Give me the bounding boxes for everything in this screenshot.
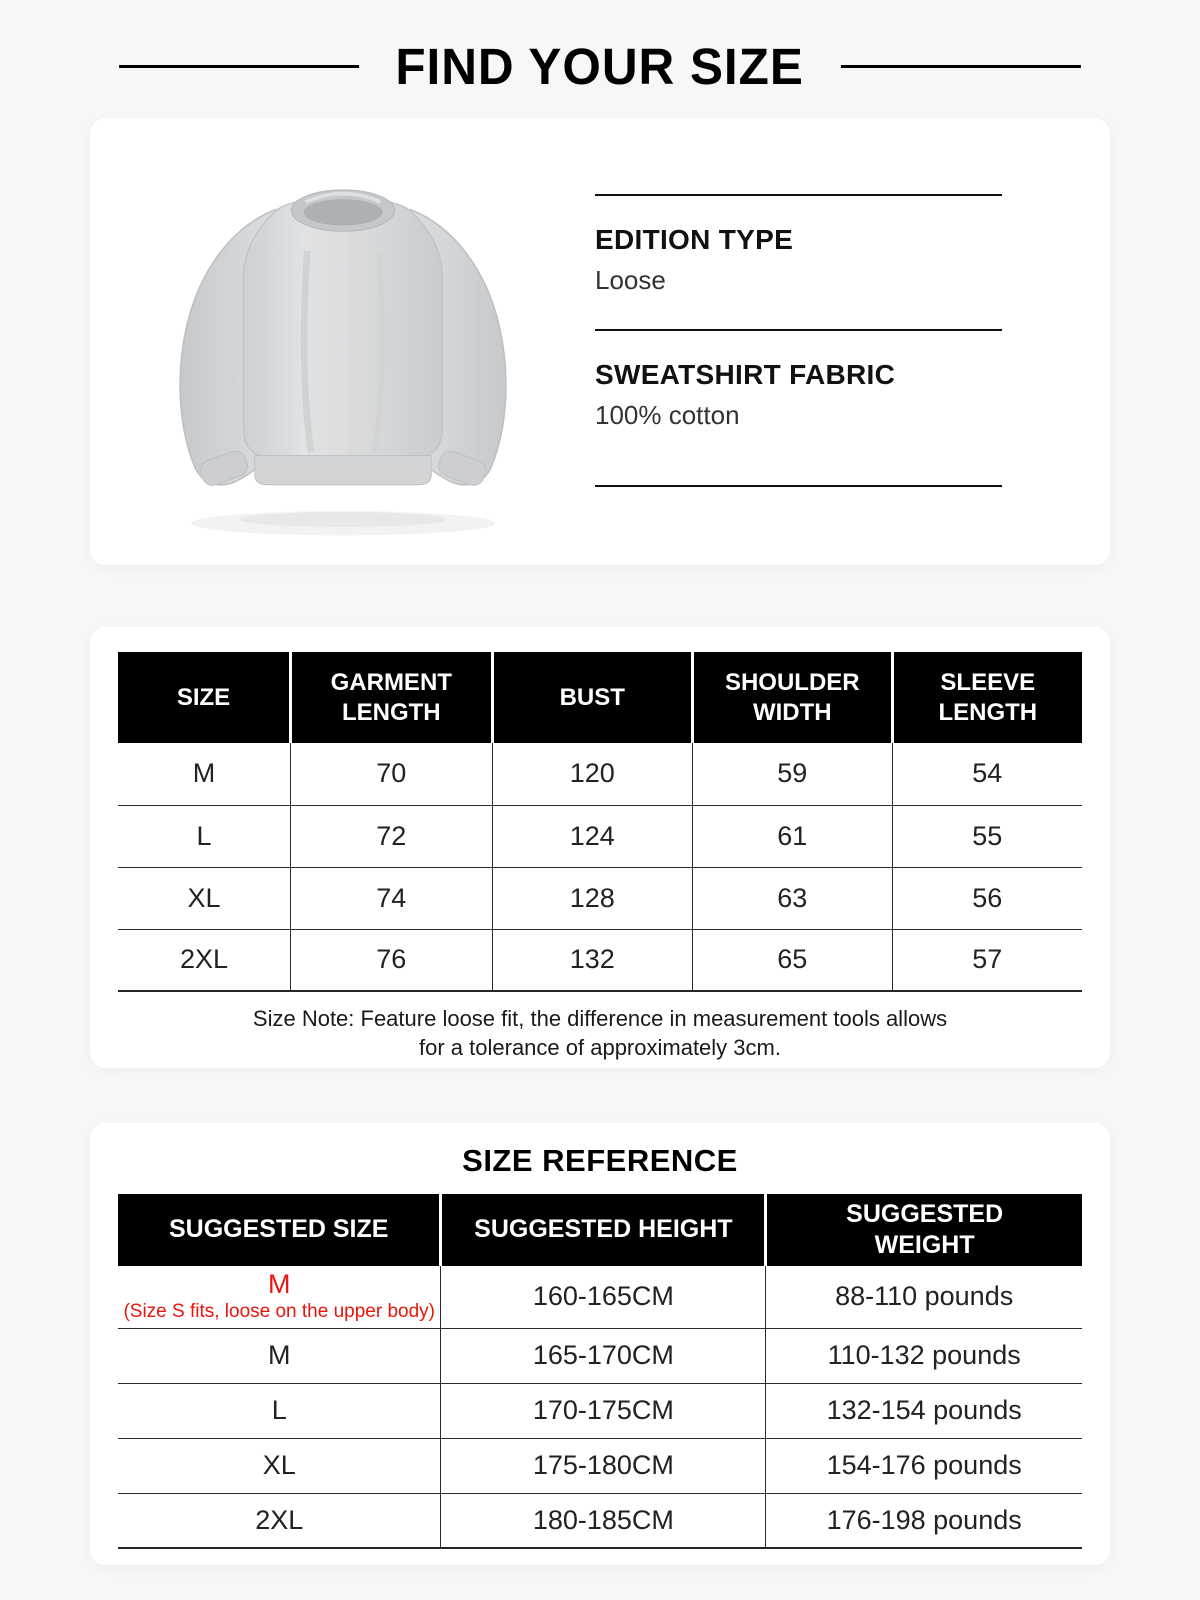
spec-value: Loose — [595, 265, 666, 295]
table-row-m — [118, 743, 1082, 805]
size-note — [118, 1004, 1082, 1062]
title-left-rule — [119, 65, 359, 68]
sweatshirt-illustration — [127, 140, 559, 544]
column-header-garment-length: GARMENT LENGTH — [291, 652, 492, 743]
suggested-size-cell: 2XL — [118, 1493, 441, 1548]
table-row-l — [118, 805, 1082, 867]
reference-row-m — [118, 1328, 1082, 1383]
column-header-size: SIZE — [118, 652, 291, 743]
sleeve-length-cell: 56 — [892, 867, 1082, 929]
suggested-size-cell: L — [118, 1383, 441, 1438]
suggested-size-note: (Size S fits, loose on the upper body) — [123, 1300, 435, 1322]
reference-row-m-small — [118, 1266, 1082, 1328]
size-cell: M — [192, 758, 216, 789]
suggested-height-cell: 180-185CM — [441, 1493, 766, 1548]
title-right-rule — [841, 65, 1081, 68]
bust-cell: 120 — [492, 743, 693, 805]
suggested-height-cell: 175-180CM — [441, 1438, 766, 1493]
reference-row-l — [118, 1383, 1082, 1438]
spec-label: SWEATSHIRT FABRIC — [595, 359, 896, 390]
size-note-line2: for a tolerance of approximately 3cm. — [419, 1035, 781, 1060]
page-header — [0, 36, 1200, 96]
garment-length-cell: 76 — [291, 929, 492, 991]
size-reference-table — [118, 1194, 1082, 1549]
suggested-weight-cell: 110-132 pounds — [766, 1328, 1082, 1383]
bust-cell: 124 — [492, 805, 693, 867]
reference-row-xl — [118, 1438, 1082, 1493]
suggested-weight-cell: 176-198 pounds — [766, 1493, 1082, 1548]
suggested-weight-cell: 132-154 pounds — [766, 1383, 1082, 1438]
reference-header-row — [118, 1194, 1082, 1266]
suggested-size-value: M — [267, 1269, 291, 1300]
suggested-size-cell: M — [118, 1328, 441, 1383]
measurements-header-row — [118, 652, 1082, 743]
page-title: FIND YOUR SIZE — [395, 37, 805, 95]
sleeve-length-cell: 57 — [892, 929, 1082, 991]
spec-edition-type — [595, 224, 1005, 296]
table-row-xl — [118, 867, 1082, 929]
bust-cell: 132 — [492, 929, 693, 991]
size-cell: 2XL — [118, 929, 291, 991]
shoulder-width-cell: 63 — [693, 867, 893, 929]
suggested-height-cell: 165-170CM — [441, 1328, 766, 1383]
suggested-height-cell: 160-165CM — [441, 1266, 766, 1328]
size-cell: L — [118, 805, 291, 867]
shoulder-width-cell: 61 — [693, 805, 893, 867]
product-specs — [595, 118, 1005, 565]
size-reference-card — [90, 1123, 1110, 1565]
spec-label: EDITION TYPE — [595, 224, 794, 255]
measurements-table — [118, 652, 1082, 992]
measurements-card — [90, 627, 1110, 1068]
suggested-height-cell: 170-175CM — [441, 1383, 766, 1438]
column-header-sleeve-length: SLEEVE LENGTH — [892, 652, 1082, 743]
suggested-size-cell — [118, 1266, 441, 1328]
suggested-weight-cell: 88-110 pounds — [766, 1266, 1082, 1328]
reference-row-2xl — [118, 1493, 1082, 1548]
bust-cell: 128 — [492, 867, 693, 929]
column-header-suggested-size: SUGGESTED SIZE — [118, 1194, 441, 1266]
sweatshirt-image — [90, 118, 595, 565]
garment-length-cell: 70 — [291, 743, 492, 805]
spec-fabric — [595, 359, 1005, 431]
shoulder-width-cell: 59 — [693, 743, 893, 805]
garment-length-cell: 74 — [291, 867, 492, 929]
column-header-bust: BUST — [492, 652, 693, 743]
spec-divider-bottom — [595, 485, 1002, 487]
spec-divider-middle — [595, 329, 1002, 331]
suggested-weight-cell: 154-176 pounds — [766, 1438, 1082, 1493]
table-row-2xl — [118, 929, 1082, 991]
shoulder-width-cell: 65 — [693, 929, 893, 991]
size-note-line1: Size Note: Feature loose fit, the difference in measurement tools allows — [252, 1006, 948, 1031]
sleeve-length-cell: 54 — [892, 743, 1082, 805]
size-cell: XL — [118, 867, 291, 929]
suggested-size-cell: XL — [118, 1438, 441, 1493]
product-info-card — [90, 118, 1110, 565]
sleeve-length-cell: 55 — [892, 805, 1082, 867]
spec-divider-top — [595, 194, 1002, 196]
column-header-suggested-weight: SUGGESTED WEIGHT — [766, 1194, 1082, 1266]
column-header-suggested-height: SUGGESTED HEIGHT — [441, 1194, 766, 1266]
column-header-shoulder-width: SHOULDER WIDTH — [693, 652, 893, 743]
spec-value: 100% cotton — [595, 400, 740, 430]
garment-length-cell: 72 — [291, 805, 492, 867]
size-reference-title: SIZE REFERENCE — [462, 1143, 738, 1178]
